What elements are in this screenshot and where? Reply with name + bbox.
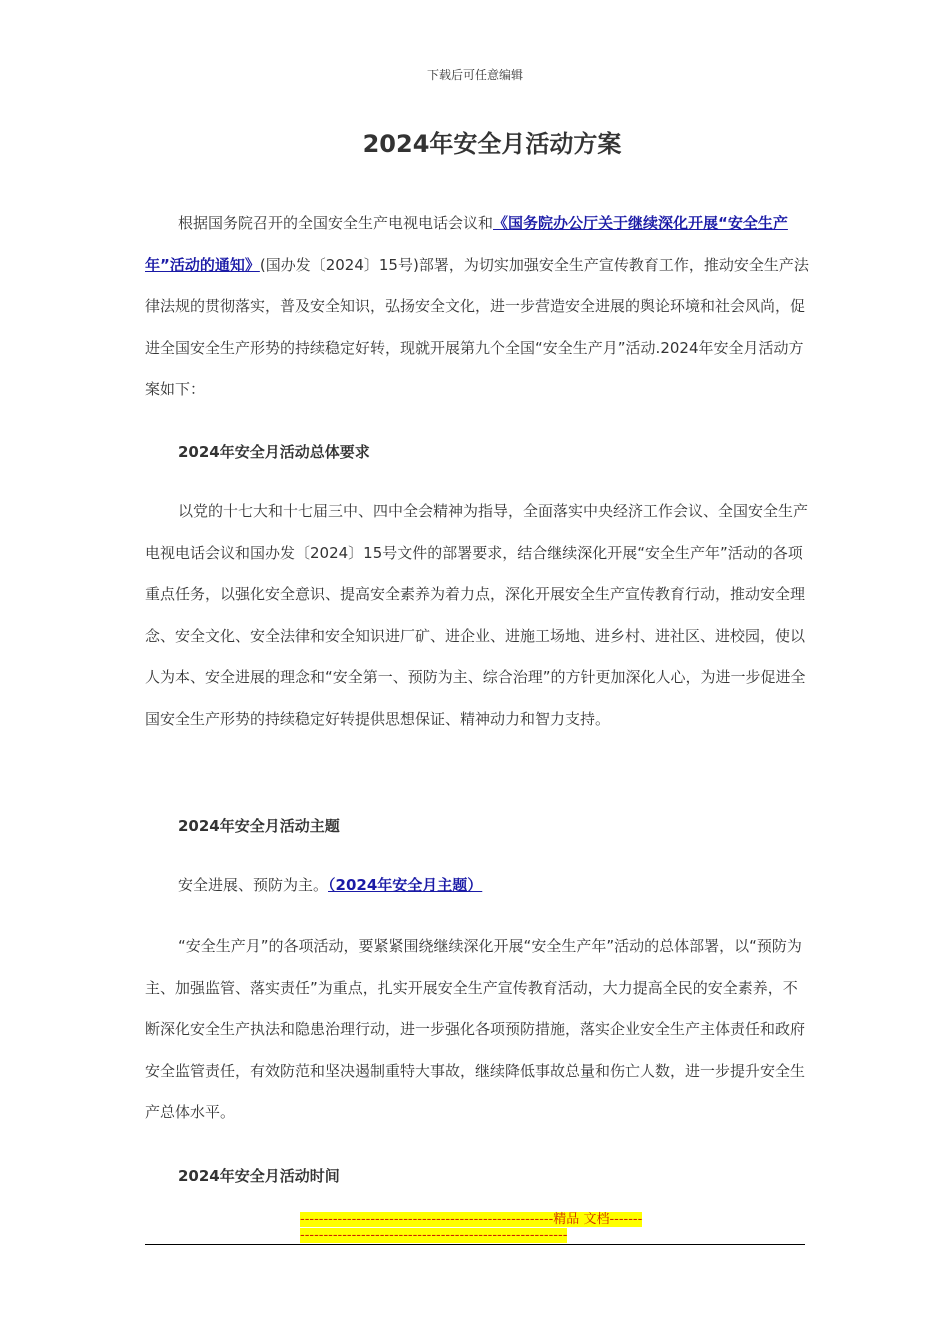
page-title: 2024年安全月活动方案 [362,130,622,158]
requirements-paragraph: 以党的十七大和十七届三中、四中全会精神为指导，全面落实中央经济工作会议、全国安全生产电视电话会议和国办发〔2024〕15号文件的部署要求，结合继续深化开展“安全生产年”活动的各项重点任务，以强化安全意识、提高安全素养为着力点，深化开展安全生产宣传教育行动，推动安全理念、安全文化、安全法律和安全知识进厂矿、进企业、进施工场地、进乡村、进社区、进校园，使以人为本、安全进展的理念和“安全第一、预防为主、综合治理”的方针更加深化人心，为进一步促进全国安全生产形势的持续稳定好转提供思想保证、精神动力和智力支持。 [145,502,809,728]
footer-watermark-text: ------------------------------------------------------精品 文档---------------------------------------------------------------- [300,1212,643,1243]
section-heading-requirements: 2024年安全月活动总体要求 [178,443,370,461]
theme-paragraph: “安全生产月”的各项活动，要紧紧围绕继续深化开展“安全生产年”活动的总体部署，以“预防为主、加强监管、落实责任”为重点，扎实开展安全生产宣传教育活动，大力提高全民的安全素养，不断深化安全生产执法和隐患治理行动，进一步强化各项预防措施，落实企业安全生产主体责任和政府安全监管责任，有效防范和坚决遏制重特大事故，继续降低事故总量和伤亡人数，进一步提升安全生产总体水平。 [145,937,806,1122]
section-heading-time: 2024年安全月活动时间 [178,1167,340,1185]
footer-watermark [300,1212,645,1244]
theme-line [145,865,810,907]
theme-link[interactable]: （2024年安全月主题） [328,876,483,894]
section-heading-theme: 2024年安全月活动主题 [178,817,340,835]
intro-paragraph [145,203,810,411]
footer-divider [145,1244,805,1245]
intro-text-after: (国办发〔2024〕15号)部署，为切实加强安全生产宣传教育工作，推动安全生产法律法规的贯彻落实，普及安全知识，弘扬安全文化，进一步营造安全进展的舆论环境和社会风尚，促进全国安全生产形势的持续稳定好转，现就开展第九个全国“安全生产月”活动.2024年安全月活动方案如下： [145,255,809,399]
page-header: 下载后可任意编辑 [426,68,523,82]
theme-text: 安全进展、预防为主。 [178,876,329,894]
intro-text-before: 根据国务院召开的全国安全生产电视电话会议和 [178,214,494,232]
notice-link[interactable]: 《国务院办公厅关于继续深化开展“安全生产年”活动的通知》 [145,214,788,274]
